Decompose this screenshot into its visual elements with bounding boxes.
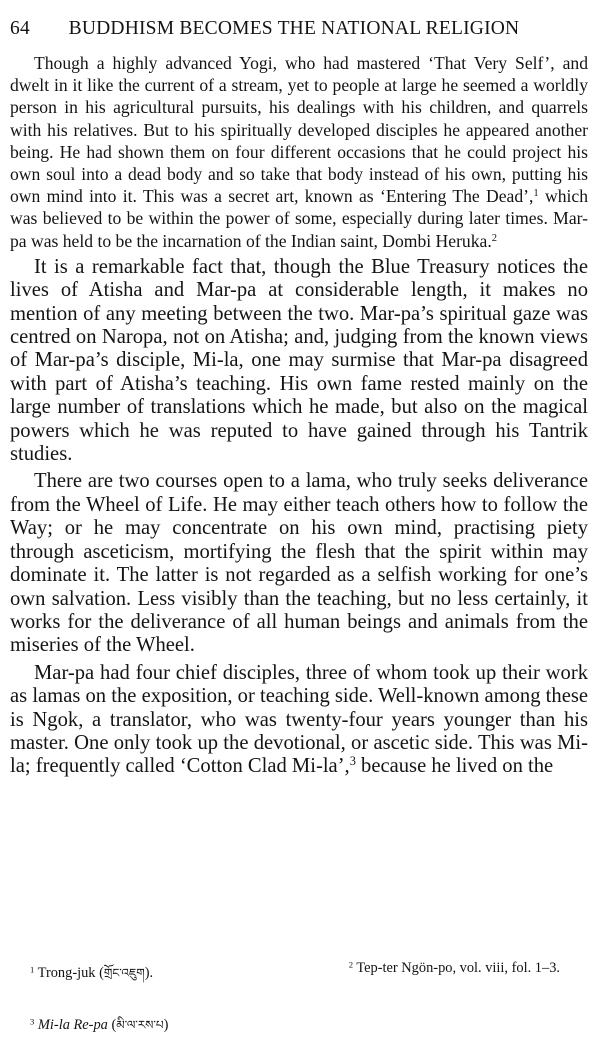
footnote-1-marker: 1 [30,964,35,975]
footnote-2 [349,960,580,994]
paragraph-1 [10,52,588,252]
page-number: 64 [10,18,30,39]
footnote-1 [30,960,153,994]
footnote-1-close: ). [144,965,154,981]
paragraph-1-text-b: which was believed to be within the power of some, especially during later times. Mar-pa was held to be the incarnation of the Indian saint, Dombi Heruka. [10,186,588,251]
paragraph-4-text-a: Mar-pa had four chief disciples, three of whom took up their work as lamas on the exposition, or teaching side. Well-known among these is Ngok, a translator, who was twenty-four years younger than his master. One only took up the devotional, or ascetic side. This was Mi-la; frequently called ‘Cotton Clad Mi-la’, [10,661,588,778]
footnotes [30,960,580,1064]
footnote-3-italic: Mi-la Re-pa [37,1017,108,1033]
footnote-1-text: Trong-juk ( [37,965,104,981]
footnote-ref-1: 1 [533,188,539,200]
footnote-3-tibetan: མི་ལ་རས་པ [116,1018,164,1032]
paragraph-1-text-a: Though a highly advanced Yogi, who had mastered ‘That Very Self’, and dwelt in it like the current of a stream, yet to people at large he seemed a worldly person in his agricultural pursuits, his dealings with his children, and quarrels with his relatives. But to his spiritually developed disciples he appeared another being. He had shown them on four different occasions that he could project his own soul into a dead body and so take that body instead of his own, putting his own mind into it. This was a secret art, known as ‘Entering The Dead’, [10,53,588,207]
footnote-row-2 [30,1012,580,1046]
footnote-row-1 [30,960,580,994]
running-header [10,18,570,40]
paragraph-4 [10,662,588,779]
footnote-2-marker: 2 [348,959,354,970]
footnote-1-tibetan: གྲོང་འཇུག [103,966,145,980]
paragraph-4-text-b: because he lived on the [355,755,554,778]
footnote-3-close: ) [163,1017,169,1033]
footnote-2-text: Tep-ter Ngön-po, vol. viii, fol. 1–3. [356,960,560,976]
paragraph-2: It is a remarkable fact that, though the Blue Treasury notices the lives of Atisha and Mar-pa at considerable length, it makes no mention of any meeting between the two. Mar-pa’s spiritual gaze was centred on Naropa, not on Atisha; and, judging from the known views of Mar-pa’s disciple, Mi-la, one may surmise that Mar-pa disagreed with part of Atisha’s teaching. His own fame rested mainly on the large number of translations which he made, but also on the magical powers which he was reputed to have gained through his Tantrik studies. [10,255,588,466]
paragraph-3: There are two courses open to a lama, who truly seeks deliverance from the Wheel of Life. He may either teach others how to follow the Way; or he may concentrate on his own mind, practising piety through asceticism, mortifying the flesh that the spirit within may dominate it. The latter is not regarded as a selfish working for one’s own salvation. Less visibly than the teaching, but no less certainly, it works for the deliverance of all human beings and animals from the miseries of the Wheel. [10,470,588,657]
footnote-ref-2: 2 [491,232,498,244]
footnote-3-marker: 3 [30,1016,35,1027]
running-title: BUDDHISM BECOMES THE NATIONAL RELIGION [68,18,520,39]
footnote-3 [30,1012,168,1046]
footnote-ref-3: 3 [349,754,356,769]
footnote-3-text: ( [107,1017,117,1033]
body-text [10,52,588,779]
